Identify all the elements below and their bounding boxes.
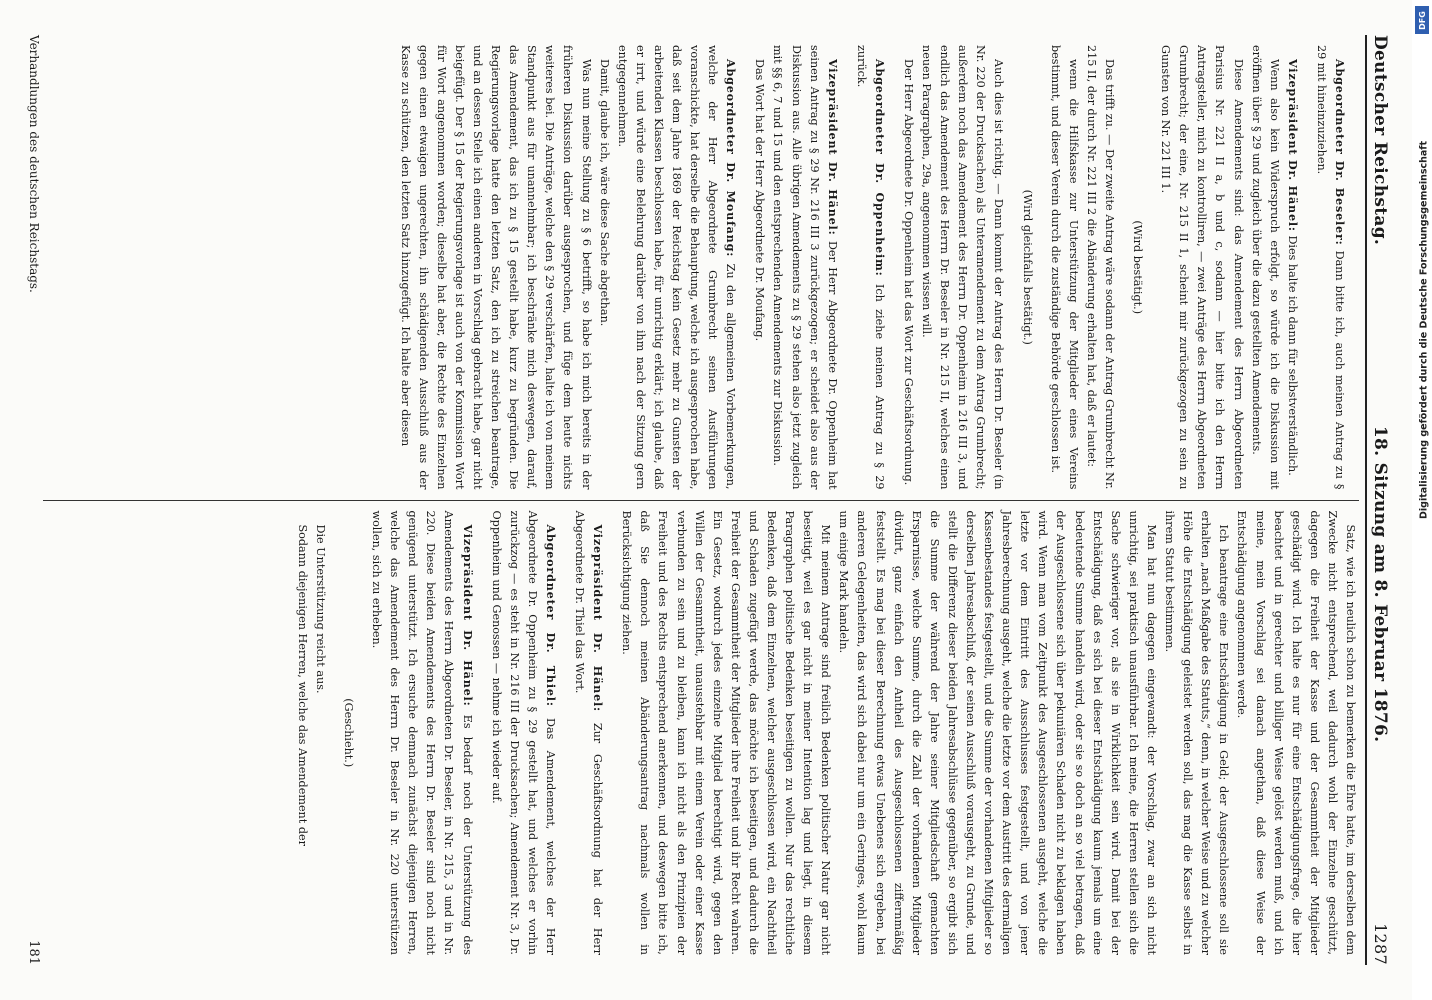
speech-paragraph [852,45,889,490]
signature-mark: 181 [26,940,41,965]
speech-paragraph [1283,45,1302,490]
speaker-name: Abgeordneter Dr. Moufang: [724,59,739,258]
paragraph-text: Diese Amendements sind: das Amendement des Herrn Abgeordneten Parisius Nr. 221 II a, b und c, sodann — hier bitte ich den Herrn Antragsteller, mich zu kontrolliren, — zwei Anträge des Herrn Abgeordneten Grumbrecht; der eine, Nr. 215 II 1, scheint mir zurückgezogen zu sein zu Gunsten von Nr. 221 III 1. [1159,45,1245,490]
paragraph [311,511,329,956]
left-footer: Verhandlungen des deutschen Reichstags. [27,35,41,293]
page-number: 1287 [1371,923,1390,965]
paragraph [617,511,834,956]
paragraph [1156,45,1246,490]
speaker-name: Vizepräsident Dr. Hänel: [1285,59,1300,232]
paragraph-text: Mit meinem Antrage sind freilich Bedenken politischer Natur gar nicht beseitigt, weil es gar nicht in meiner Intention lag und liegt, in diesem Paragraphen politische Bedenken beseitigen zu wollen. Nur das rechtliche Bedenken, daß dem Einzelnen, welcher ausgeschlossen wird, ein Nachtheil und Schaden zugefügt werde, das möchte ich beseitigen, und dadurch die Freiheit der Gesammtheit der Mitglieder ihre Freiheit und ihr Recht wahren. Ein Gesetz, wodurch jedes einzelne Mitglied berechtigt wird, gegen den Willen der Gesammtheit, unausstehbar mit einem Verein oder einer Kasse verbunden zu sein und zu bleiben, kann ich nicht als den Prinzipien der Freiheit und des Rechts entsprechend anerkennen, und deswegen bitte ich, daß Sie dennoch meinen Abänderungsantrag nachmals wollen in Berücksichtigung ziehen. [620,510,833,955]
paragraph [750,45,768,490]
paragraph [1082,45,1118,490]
paragraph [1160,511,1232,956]
column-left [43,35,1359,500]
paragraph [899,45,917,490]
speech-paragraph [487,511,560,956]
paragraph [917,45,1007,490]
paragraph [293,511,311,956]
paragraph-text: Zu den allgemeinen Vorbemerkungen, welche der Herr Abgeordnete Grumbrecht seinen Ausführungen voranschickte, hat derselbe die Behauptung, welche ich ausgesprochen habe, daß seit dem Jahre 1869 der Reichstag kein Gesetz mehr zu Gunsten der arbeitenden Klassen beschlossen habe, für unrichtig erklärt; ich glaube, daß er irrt, und würde eine Belehrung darüber von ihm nach der Sitzung gern entgegennehmen. [615,45,738,490]
stage-direction: (Wird bestätigt.) [1131,220,1145,315]
speech-paragraph [367,511,477,956]
speaker-name: Abgeordneter Dr. Oppenheim: [872,59,887,277]
paragraph-text: Das trifft zu. — Der zweite Antrag wäre sodann der Antrag Grumbrecht Nr. 215 II, der durch Nr. 221 III 2 die Abänderung erhalten hat, daß er lautet: [1084,45,1116,490]
paragraph-text: Der Herr Abgeordnete Dr. Oppenheim hat das Wort zur Geschäftsordnung. [902,59,916,486]
paragraph [1046,45,1082,490]
column-right [43,501,1359,966]
speech-paragraph [768,45,841,490]
speaker-name: Vizepräsident Dr. Hänel: [825,59,840,236]
speech-paragraph [1312,45,1349,490]
speech-paragraph [613,45,741,490]
paragraph-text: wenn die Hilfskasse zur Unterstützung der Mitglieder eines Vereins bestimmt, und dieser Verein durch die zuständige Behörde geschlossen ist. [1048,45,1080,490]
paragraph-text: Auch dies ist richtig. — Dann kommt der Antrag des Herrn Dr. Beseler (in Nr. 220 der Drucksachen) als Unteramendement zu dem Antrag Grumbrecht; außerdem noch das Amendement des Herrn Dr. Oppenheim in 216 III 3, und endlich das Amendement des Herrn Dr. Beseler in Nr. 215 II, welches einen neuen Paragraphen, 29a, angenommen wissen will. [920,45,1006,490]
paragraph-text: Sodann diejenigen Herren, welche das Amendement der [295,524,309,846]
page-footer [26,35,43,965]
speaker-name: Vizepräsident Dr. Hänel: [591,524,606,712]
paragraph-text: Was nun meine Stellung zu § 6 betrifft, so habe ich mich bereits in der früheren Diskussion darüber ausgesprochen, und füge dem heute nichts weiteres bei. Die Anträge, welche den § 29 verschärfen, halte ich von meinem Standpunkt aus für unannehmbar; ich beschränke mich deswegen, darauf, das Amendement, das ich zu § 15 gestellt habe, kurz zu begründen. Die Regierungsvorlage hatte den letzten Satz, den ich zu streichen beantrage, und an dessen Stelle ich einen anderen in Vorschlag gebracht habe, gar nicht beigefügt. Der § 15 der Regierungsvorlage ist auch von der Kommission Wort für Wort angenommen worden; dieselbe hat aber, die Rechte des Einzelnen gegen einen etwaigen ungerechten, ihn schädigenden Ausschluß aus der Kasse zu schützen, den letzten Satz hinzugefügt. Ich halte aber diesen [398,45,593,490]
paragraph [396,45,595,490]
paragraph-text: Damit, glaube ich, wäre diese Sache abgethan. [597,59,611,327]
paragraph-text: Zur Geschäftsordnung hat der Herr Abgeordnete Dr. Thiel das Wort. [573,510,605,955]
paragraph [1232,511,1359,956]
document-page [16,15,1396,985]
paragraph [595,45,613,490]
paragraph-text: Dies halte ich dann für selbstverständlich. [1285,235,1299,476]
text-columns [43,35,1359,965]
paragraph-text: Satz, wie ich neulich schon zu bemerken die Ehre hatte, im derselben dem Zwecke nicht entsprechend, weil dadurch wohl der Einzelne geschützt, dagegen die Freiheit der Kasse und der Gesammtheit der Mitglieder geschädigt wird. Ich halte es nur für eine Entschädigungsfrage, die hier beachtet und in gerechter und billiger Weise gelöst werden muß, und ich meine, mein Vorschlag sei danach angethan, daß diese Weise der Entschädigung angenommen werde. [1235,510,1357,955]
stage-direction: (Wird gleichfalls bestätigt.) [1020,189,1034,345]
paragraph-text: Das Amendement, welches der Herr Abgeordnete Dr. Oppenheim zu § 29 gestellt hat, und welches er vorhin zurückzog — es steht in Nr. 216 III der Drucksachen; Amendement Nr. 3, Dr. Oppenheim und Genossen — nehme ich wieder auf. [489,510,557,955]
paragraph [834,511,1160,956]
paragraph-text: Man hat nun dagegen eingewandt: der Vorschlag, zwar an sich nicht unrichtig, sei praktisch unausführbar. Ich meine, die Herren stellen sich die Sache schwieriger vor, als sie in Wirklichkeit sein wird. Damit bei der Entschädigung, daß es sich bei dieser Entschädigung kaum jemals um eine bedeutende Summe handeln wird, oder sie so doch an so viel betragen, daß der Ausgeschlossene sich über pekuniären Schaden nicht zu beklagen haben wird. Wenn man vom Zeitpunkt des Ausgeschlossenen ausgeht, welche die letzte vor dem Eintritt des Ausschlusses festgestellt, und von jener Jahresberechnung ausgeht, welche die letzte vor dem Austritt des dermaligen Kassenbestandes festgestellt, und die Summe der vorhandenen Mitglieder so derselben Jahresabschluß, der seinen Ausschluß vorausgeht, zu Grunde, und stellt die Differenz dieser beiden Jahresabschlüsse gegenüber, so ergibt sich die Summe der während der Jahre seiner Mitgliedschaft gemachten Ersparnisse, welche Summe, durch die Zahl der vorhandenen Mitglieder dividirt, ganz einfach den Antheil des Ausgeschlossenen ziffernmäßig feststellt. Es mag bei dieser Berechnung etwas Unebenes sich ergeben, bei anderen Gelegenheiten, das wird sich dabei nur um ein Geringes, wohl kaum um einige Mark handeln. [837,510,1158,955]
header-session: 18. Sitzung am 8. Februar 1876. [1370,425,1390,743]
paragraph-text: Das Wort hat der Herr Abgeordnete Dr. Moufang. [753,59,767,342]
paragraph-text: Ich ziehe meinen Antrag zu § 29 zurück. [854,45,886,490]
paragraph-text: Es bedarf noch der Unterstützung des Amendements des Herrn Abgeordneten Dr. Beseler, in Nr. 215, 3 und in Nr. 220. Diese beiden Amendements des Herrn Dr. Beseler sind noch nicht genügend unterstützt. Ich ersuche demnach zunächst diejenigen Herren, welche das Amendement des Herrn Dr. Beseler in Nr. 220 unterstützen wollen, sich zu erheben. [370,510,474,956]
paragraph [1247,45,1283,490]
header-title: Deutscher Reichstag. [1370,35,1390,246]
paragraph-text: Der Herr Abgeordnete Dr. Oppenheim hat seinen Antrag zu § 29 Nr. 216 III 3 zurückgezogen; er scheidet also aus der Diskussion aus. Alle übrigen Amendements zu § 29 stehen also jetzt zugleich mit §§ 6, 7 und 15 und den entsprechenden Amendements zur Diskussion. [771,45,839,490]
paragraph-text: Die Unterstützung reicht aus. [313,524,327,694]
stage-direction: (Geschieht.) [342,698,356,768]
paragraph-text: Dann bitte ich, auch meinen Antrag zu § 29 mit hineinzuziehen. [1314,45,1346,490]
paragraph-text: Ich beantrage eine Entschädigung in Geld; der Ausgeschlossene soll sie erhalten „nach Maßgabe des Statuts,“ denn, in welcher Weise und zu welcher Höhe die Entschädigung geleistet werden soll, das mag die Kasse selbst in ihrem Statut bestimmen. [1163,510,1231,955]
speaker-name: Abgeordneter Dr. Beseler: [1333,59,1347,246]
attribution-text: Digitalisierung gefördert durch die Deutsche Forschungsgemeinschaft [1418,141,1430,519]
page-header [1365,35,1390,965]
dfg-logo-icon: DFG [1415,6,1429,34]
paragraph-text: Wenn also kein Widerspruch erfolgt, so würde ich die Diskussion mit eröffnen über § 29 und zugleich über die dazu gestellten Amendements. [1249,45,1281,490]
speaker-name: Vizepräsident Dr. Hänel: [460,524,475,707]
speech-paragraph [570,511,607,956]
speaker-name: Abgeordneter Dr. Thiel: [543,524,558,707]
